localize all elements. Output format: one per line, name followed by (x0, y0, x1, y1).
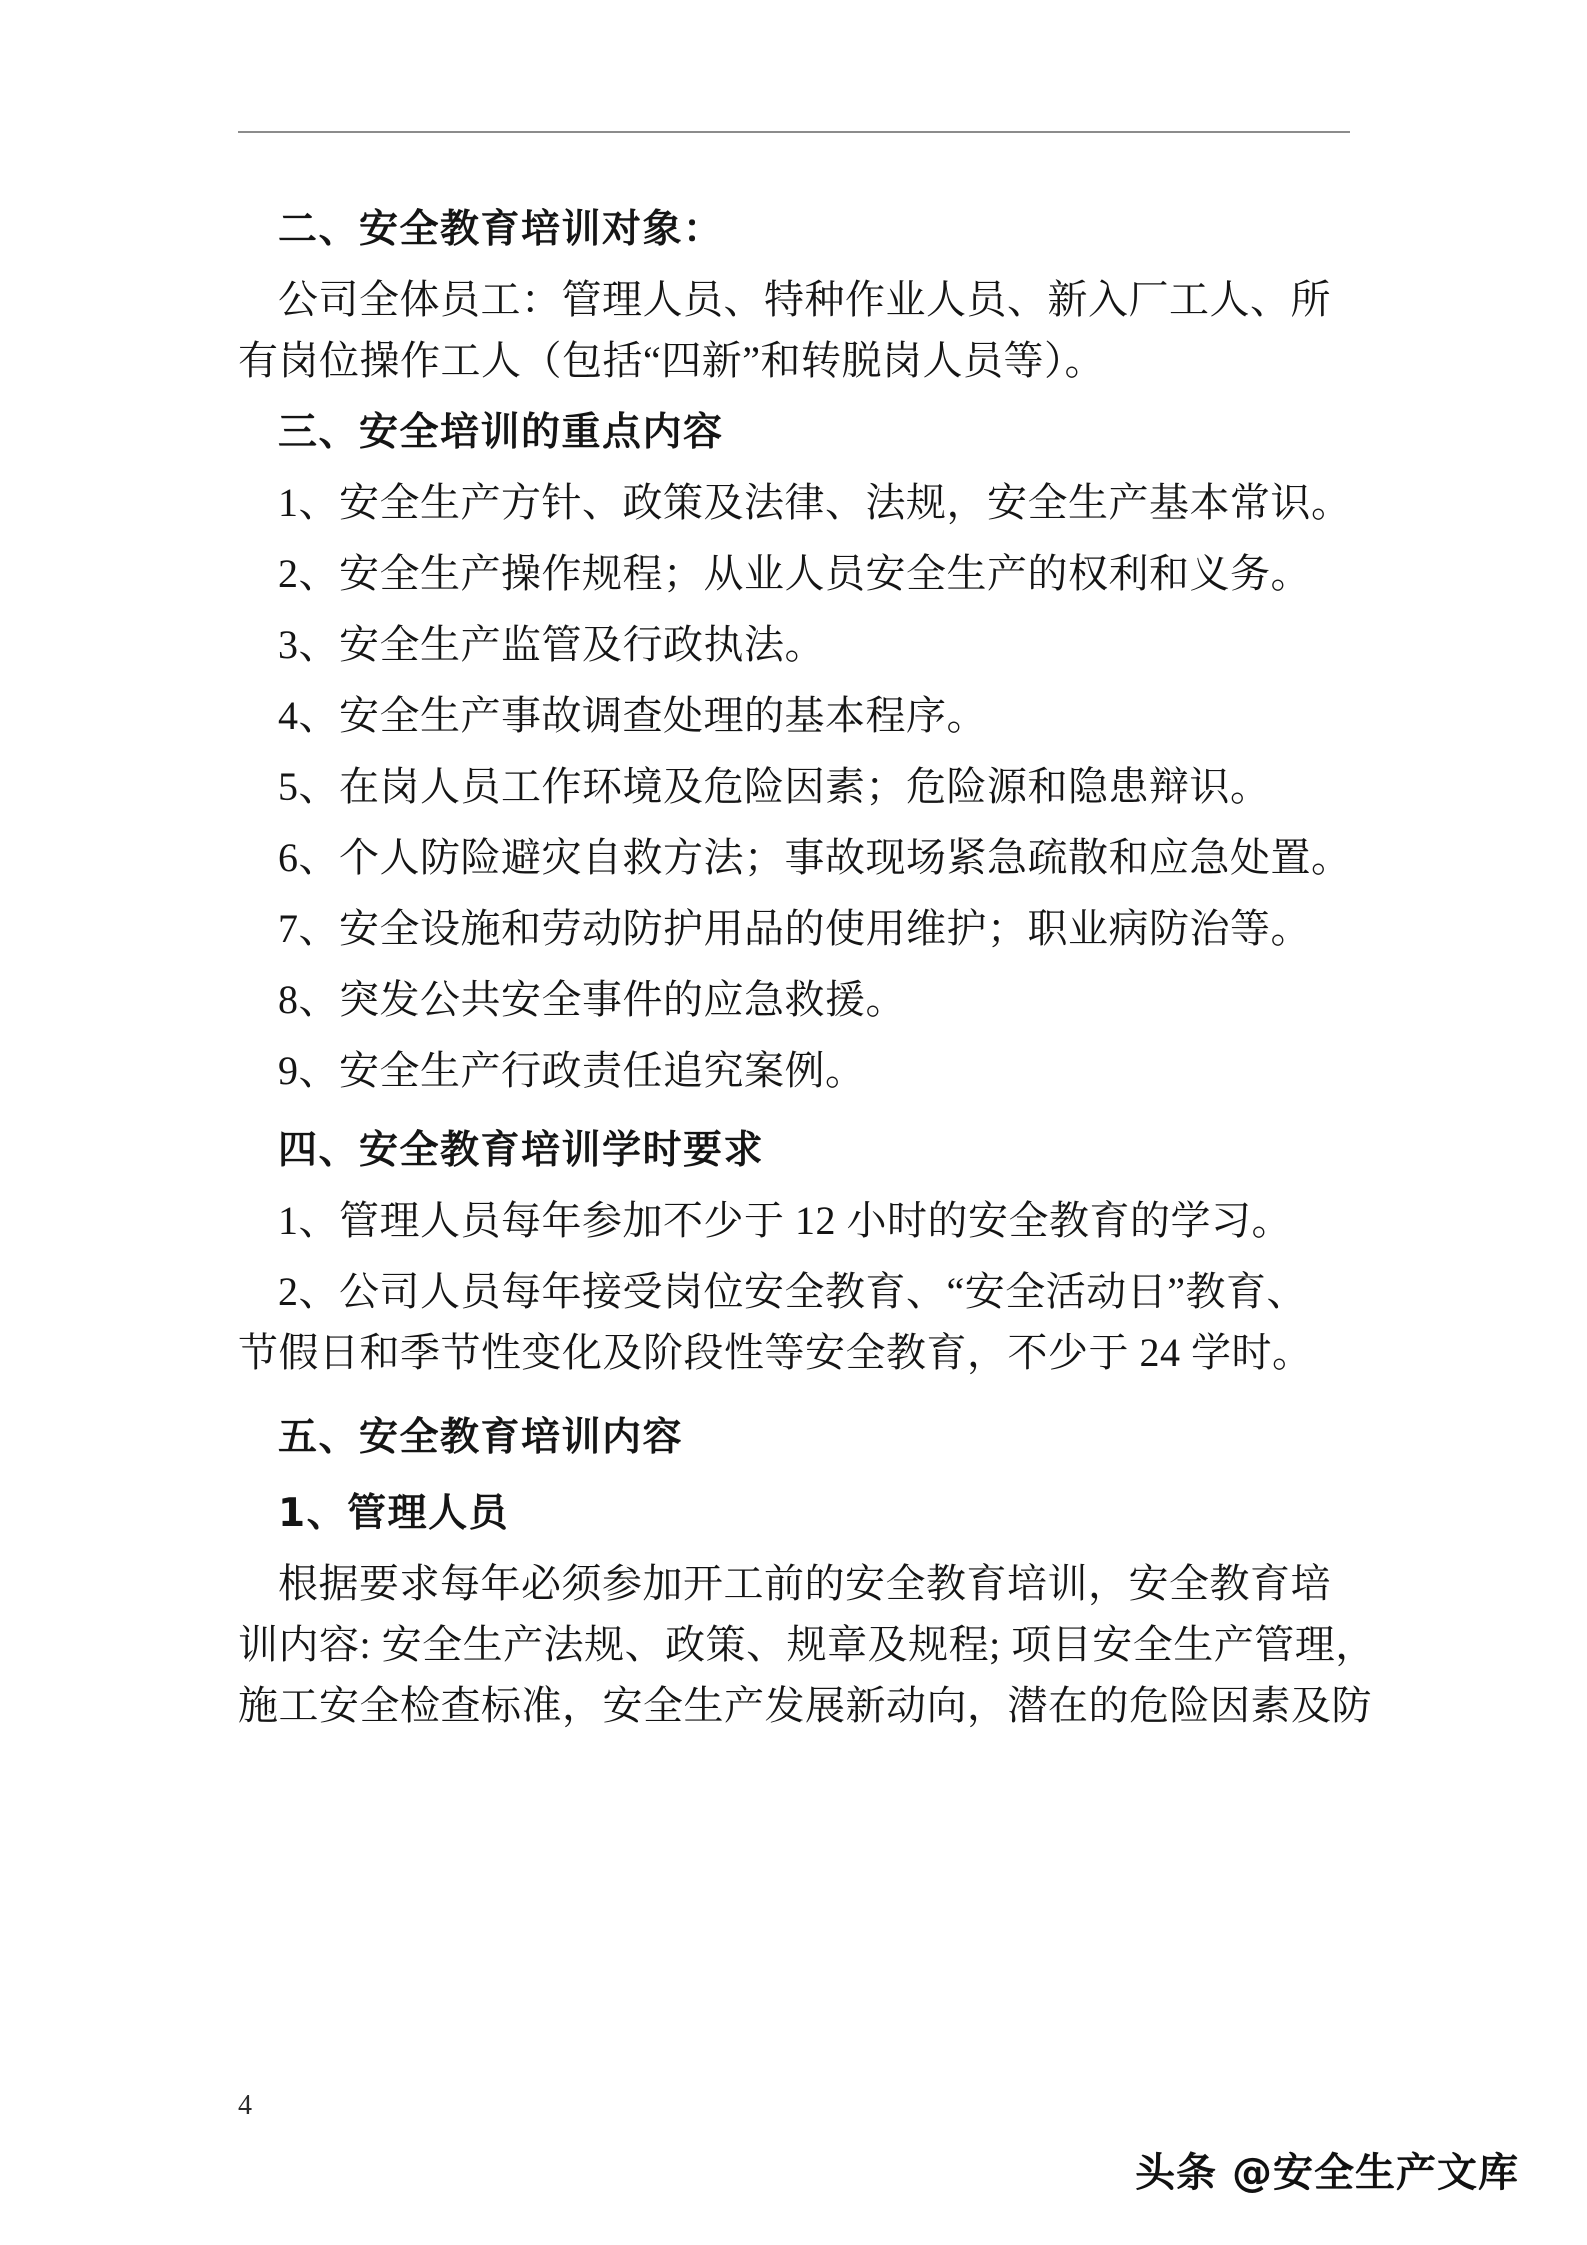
section-4-heading-slot (238, 1109, 1356, 1173)
section-3-item-5-slot (238, 746, 1356, 807)
section-3-item-6-slot (238, 817, 1356, 878)
section-5-heading-slot (238, 1391, 1356, 1460)
list-item-continuation: 节假日和季节性变化及阶段性等安全教育，不少于 24 学时。 (238, 1330, 1313, 1375)
header-rule (238, 131, 1350, 133)
section-5-paragraph-line-3-slot (238, 1665, 1372, 1728)
list-item: 2、安全生产操作规程；从业人员安全生产的权利和义务。 (278, 551, 1311, 596)
section-5-heading: 五、安全教育培训内容 (278, 1415, 684, 1460)
list-item: 9、安全生产行政责任追究案例。 (278, 1048, 866, 1093)
section-3-heading-slot (238, 391, 1356, 455)
section-4 (238, 1109, 1356, 1373)
watermark: 头条 @安全生产文库 (1135, 2150, 1519, 2196)
section-5-subheading-slot (238, 1467, 1356, 1536)
list-item: 6、个人防险避灾自救方法；事故现场紧急疏散和应急处置。 (278, 835, 1352, 880)
spacer (238, 1091, 1356, 1109)
section-2-heading-slot (238, 188, 1356, 252)
paragraph-line: 根据要求每年必须参加开工前的安全教育培训，安全教育培 (278, 1561, 1331, 1606)
spacer (238, 1373, 1356, 1391)
section-3-item-1-slot (238, 462, 1356, 523)
section-2-line-2: 有岗位操作工人（包括“四新”和转脱岗人员等）。 (238, 338, 1106, 383)
section-5-paragraph-line-1-slot (238, 1543, 1356, 1604)
section-5-paragraph-line-2-slot (238, 1604, 1376, 1667)
section-2 (238, 188, 1356, 381)
section-4-heading: 四、安全教育培训学时要求 (278, 1128, 765, 1173)
section-3-item-7-slot (238, 888, 1356, 949)
paragraph-line: 训内容: 安全生产法规、政策、规章及规程; 项目安全生产管理， (238, 1622, 1376, 1667)
paragraph-line: 施工安全检查标准，安全生产发展新动向，潜在的危险因素及防 (238, 1683, 1372, 1728)
list-item: 3、安全生产监管及行政执法。 (278, 622, 825, 667)
section-3-heading: 三、安全培训的重点内容 (278, 410, 724, 455)
list-item: 4、安全生产事故调查处理的基本程序。 (278, 693, 987, 738)
section-3 (238, 391, 1356, 1091)
page-number: 4 (238, 2090, 252, 2121)
section-3-item-2-slot (238, 533, 1356, 594)
section-4-item-2-line-2-slot (238, 1312, 1356, 1373)
section-2-line-1: 公司全体员工：管理人员、特种作业人员、新入厂工人、所 (278, 277, 1331, 322)
list-item: 1、安全生产方针、政策及法律、法规，安全生产基本常识。 (278, 480, 1352, 525)
section-5 (238, 1391, 1376, 1728)
list-item: 8、突发公共安全事件的应急救援。 (278, 977, 906, 1022)
section-5-subheading: 1、管理人员 (278, 1491, 510, 1536)
list-item: 2、公司人员每年接受岗位安全教育、“安全活动日”教育、 (278, 1269, 1308, 1314)
section-4-item-2-line-1-slot (238, 1251, 1356, 1312)
section-3-item-9-slot (238, 1030, 1356, 1091)
section-3-item-3-slot (238, 604, 1356, 665)
list-item: 5、在岗人员工作环境及危险因素；危险源和隐患辩识。 (278, 764, 1271, 809)
section-2-line-1-slot (238, 259, 1356, 320)
section-2-line-2-slot (238, 320, 1356, 381)
section-4-item-1-slot (238, 1180, 1356, 1241)
section-3-item-4-slot (238, 675, 1356, 736)
list-item: 7、安全设施和劳动防护用品的使用维护；职业病防治等。 (278, 906, 1311, 951)
section-3-item-8-slot (238, 959, 1356, 1020)
document-body (238, 188, 1376, 1728)
list-item: 1、管理人员每年参加不少于 12 小时的安全教育的学习。 (278, 1198, 1292, 1243)
section-2-heading: 二、安全教育培训对象： (278, 207, 724, 252)
